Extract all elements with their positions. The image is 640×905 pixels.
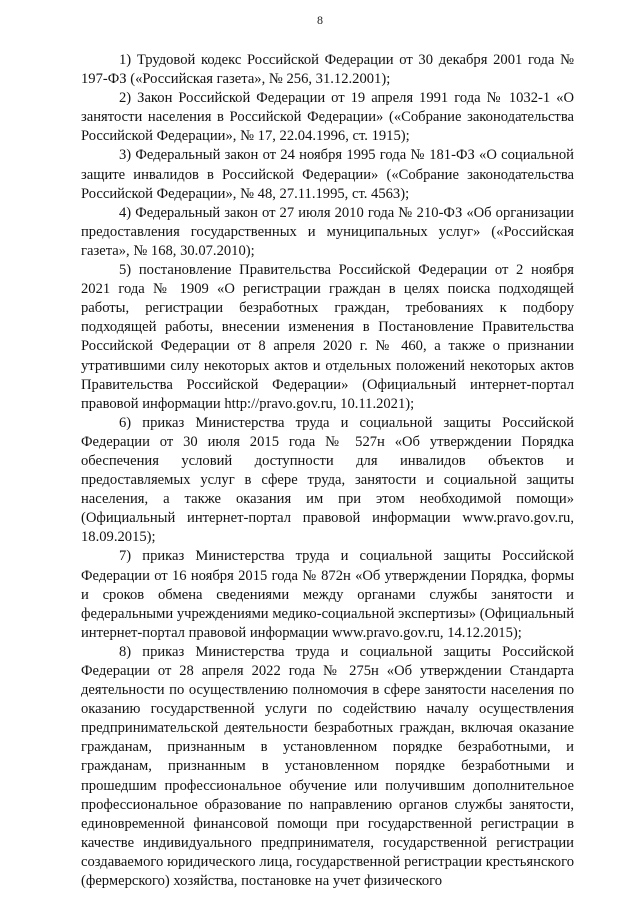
legal-basis-list [81, 51, 574, 891]
list-item-6: 6) приказ Министерства труда и социальной защиты Российской Федерации от 30 июля 2015 года № 527н «Об утверждении Порядка обеспечения условий доступности для инвалидов объектов и предоставляемых услуг в сфере труда, занятости и социальной защиты населения, а также оказания им при этом необходимой помощи» (Официальный интернет-портал правовой информации www.pravo.gov.ru, 18.09.2015); [81, 414, 574, 546]
list-item-8: 8) приказ Министерства труда и социальной защиты Российской Федерации от 28 апреля 2022 года № 275н «Об утверждении Стандарта деятельности по осуществлению полномочия в сфере занятости населения по оказанию государственной услуги по содействию началу осуществления предпринимательской деятельности безработных граждан, включая оказание гражданам, признанным в установленном порядке безработными, и гражданам, признанным в установленном порядке безработными и прошедшим профессиональное обучение или получившим дополнительное профессиональное образование по направлению органов службы занятости, единовременной финансовой помощи при государственной регистрации в качестве индивидуального предпринимателя, государственной регистрации создаваемого юридического лица, государственной регистрации крестьянского (фермерского) хозяйства, постановке на учет физического [81, 643, 574, 890]
list-item-2: 2) Закон Российской Федерации от 19 апреля 1991 года № 1032-1 «О занятости населения в Российской Федерации» («Собрание законодательства Российской Федерации», № 17, 22.04.1996, ст. 1915); [81, 90, 574, 145]
list-item-4: 4) Федеральный закон от 27 июля 2010 года № 210-ФЗ «Об организации предоставления государственных и муниципальных услуг» («Российская газета», № 168, 30.07.2010); [81, 204, 574, 259]
list-item-1: 1) Трудовой кодекс Российской Федерации от 30 декабря 2001 года № 197-ФЗ («Российская газета», № 256, 31.12.2001); [81, 52, 574, 88]
list-item-5: 5) постановление Правительства Российской Федерации от 2 ноября 2021 года № 1909 «О регистрации граждан в целях поиска подходящей работы, регистрации безработных граждан, требованиях к подбору подходящей работы, внесении изменения в Постановление Правительства Российской Федерации от 8 апреля 2020 г. № 460, а также о признании утратившими силу некоторых актов и отдельных положений некоторых актов Правительства Российской Федерации» (Официальный интернет-портал правовой информации http://pravo.gov.ru, 10.11.2021); [81, 262, 574, 412]
list-item-3: 3) Федеральный закон от 24 ноября 1995 года № 181-ФЗ «О социальной защите инвалидов в Российской Федерации» («Собрание законодательства Российской Федерации», № 48, 27.11.1995, ст. 4563); [81, 147, 574, 202]
list-item-7: 7) приказ Министерства труда и социальной защиты Российской Федерации от 16 ноября 2015 года № 872н «Об утверждении Порядка, формы и сроков обмена сведениями между органами службы занятости и федеральными учреждениями медико-социальной экспертизы» (Официальный интернет-портал правовой информации www.pravo.gov.ru, 14.12.2015); [81, 548, 574, 641]
page-number: 8 [317, 13, 323, 27]
